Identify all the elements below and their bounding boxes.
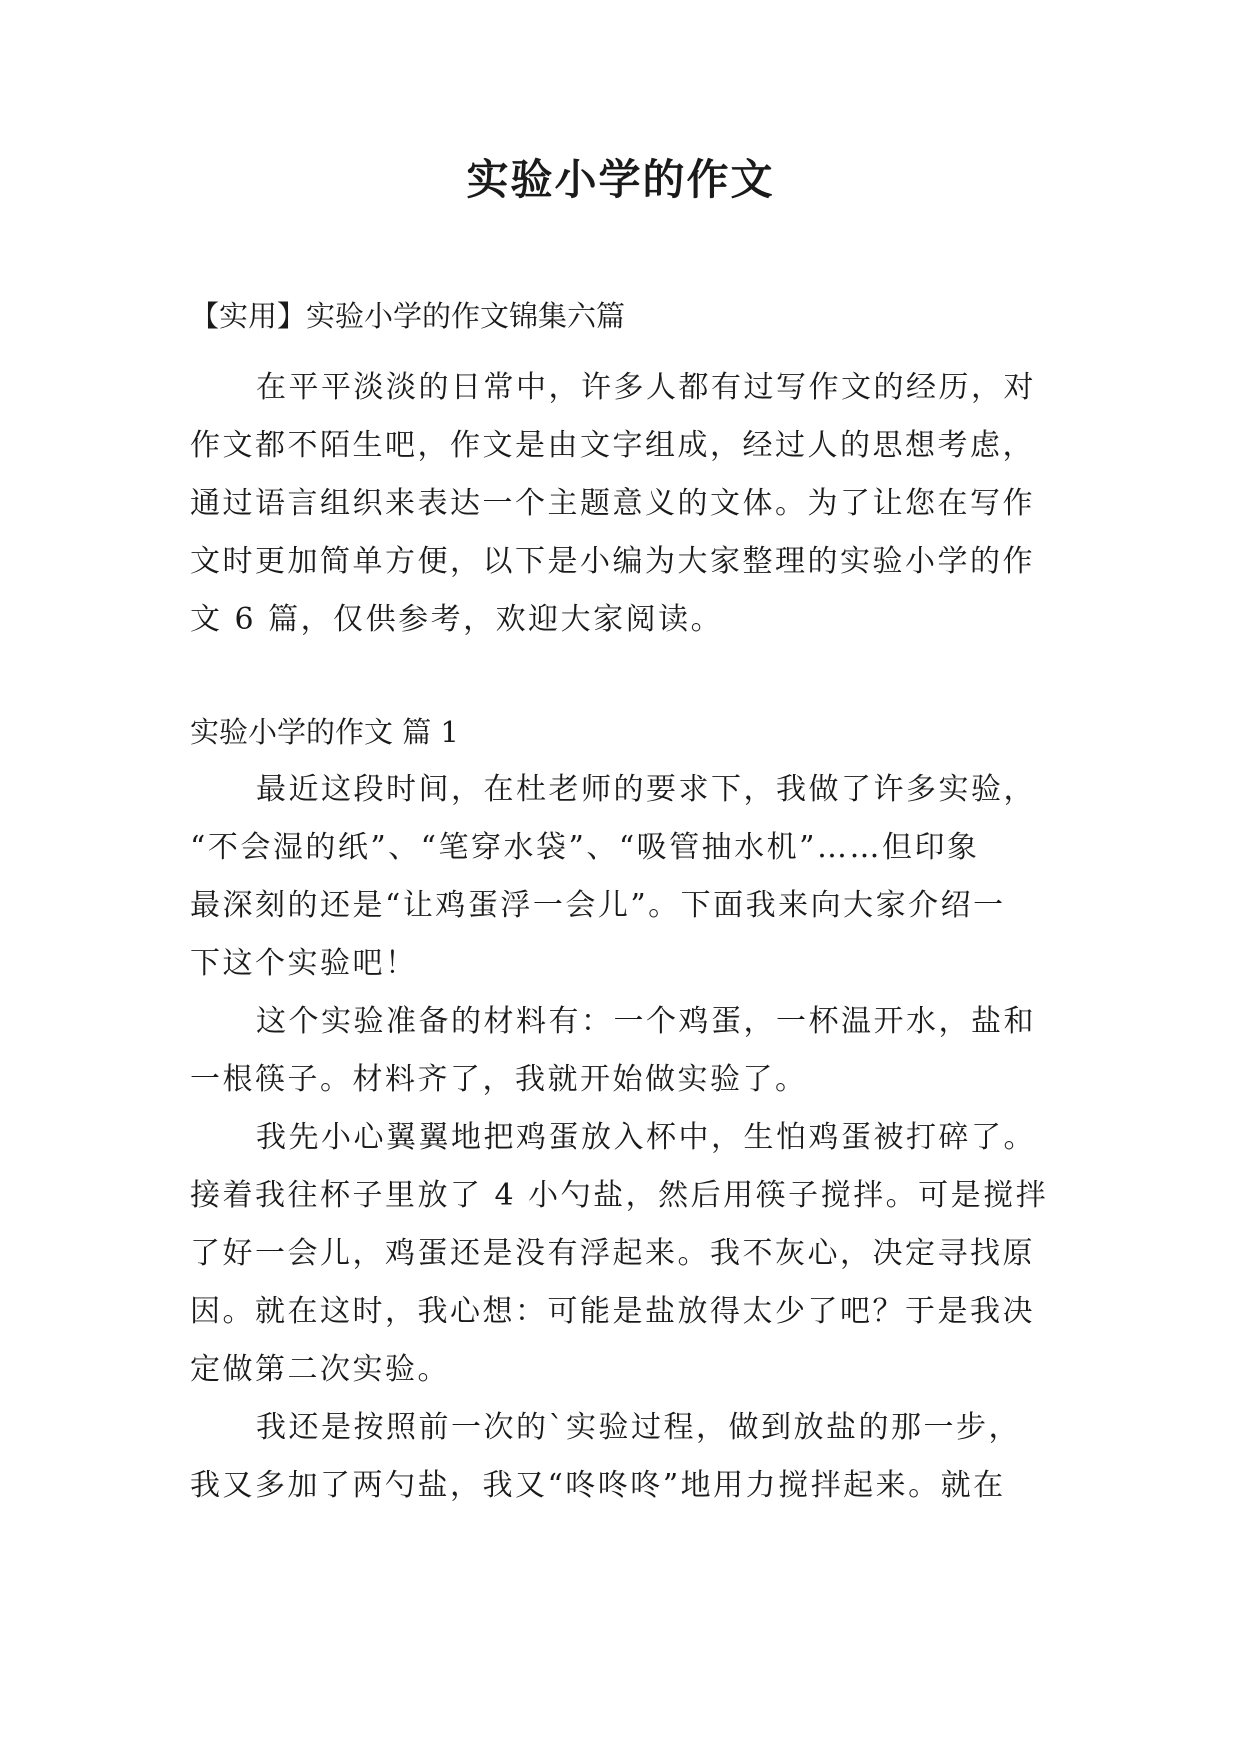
- paragraph-line: 了好一会儿，鸡蛋还是没有浮起来。我不灰心，决定寻找原: [190, 1236, 1035, 1271]
- paragraph-line: 定做第二次实验。: [190, 1352, 450, 1387]
- paragraph-line: 这个实验准备的材料有：一个鸡蛋，一杯温开水，盐和: [256, 1004, 1036, 1039]
- paragraph-line: 我又多加了两勺盐，我又“咚咚咚”地用力搅拌起来。就在: [190, 1468, 1006, 1503]
- paragraph-line: 因。就在这时，我心想：可能是盐放得太少了吧？于是我决: [190, 1294, 1035, 1329]
- paragraph-line: 最深刻的还是“让鸡蛋浮一会儿”。下面我来向大家介绍一: [190, 888, 1006, 923]
- paragraph-line: 我先小心翼翼地把鸡蛋放入杯中，生怕鸡蛋被打碎了。: [256, 1120, 1036, 1155]
- paragraph-line: 接着我往杯子里放了 4 小勺盐，然后用筷子搅拌。可是搅拌: [190, 1178, 1049, 1213]
- paragraph-line: “不会湿的纸”、“笔穿水袋”、“吸管抽水机”……但印象: [190, 830, 980, 865]
- section-heading: 实验小学的作文 篇 1: [190, 715, 459, 749]
- intro-line: 在平平淡淡的日常中，许多人都有过写作文的经历，对: [256, 370, 1036, 405]
- document-subtitle: 【实用】实验小学的作文锦集六篇: [190, 299, 626, 333]
- intro-line: 文 6 篇，仅供参考，欢迎大家阅读。: [190, 602, 724, 637]
- intro-line: 文时更加简单方便，以下是小编为大家整理的实验小学的作: [190, 544, 1035, 579]
- intro-line: 作文都不陌生吧，作文是由文字组成，经过人的思想考虑，: [190, 428, 1035, 463]
- document-title: 实验小学的作文: [466, 155, 775, 204]
- paragraph-line: 下这个实验吧！: [190, 946, 418, 981]
- paragraph-line: 一根筷子。材料齐了，我就开始做实验了。: [190, 1062, 808, 1097]
- paragraph-line: 最近这段时间，在杜老师的要求下，我做了许多实验，: [256, 772, 1036, 807]
- intro-line: 通过语言组织来表达一个主题意义的文体。为了让您在写作: [190, 486, 1035, 521]
- paragraph-line: 我还是按照前一次的`实验过程，做到放盐的那一步，: [256, 1410, 1021, 1445]
